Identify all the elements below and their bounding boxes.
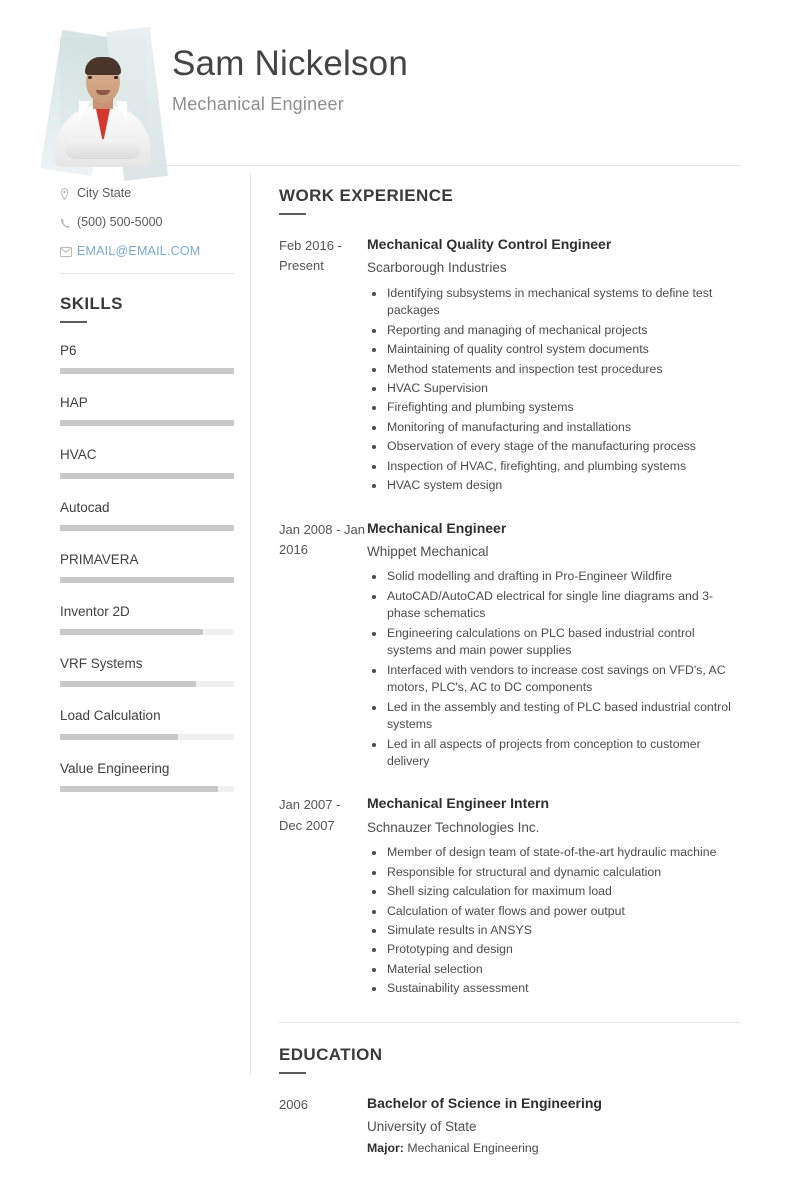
education-body	[367, 1094, 740, 1155]
experience-body	[367, 794, 740, 999]
candidate-name: Sam Nickelson	[172, 44, 409, 83]
experience-bullet: Engineering calculations on PLC based industrial control systems and main power supplies	[367, 625, 740, 660]
skill-item	[60, 447, 234, 478]
education-major-value: Mechanical Engineering	[407, 1140, 539, 1155]
experience-bullet: Calculation of water flows and power output	[367, 903, 740, 920]
experience-bullet: Interfaced with vendors to increase cost savings on VFD's, AC motors, PLC's, AC to DC components	[367, 662, 740, 697]
experience-role: Mechanical Engineer	[367, 519, 507, 536]
experience-bullets	[367, 568, 740, 770]
skill-progress-bar	[60, 525, 234, 531]
sidebar	[60, 186, 250, 1177]
envelope-icon	[60, 247, 77, 257]
skill-progress-fill	[60, 734, 178, 740]
candidate-job-title: Mechanical Engineer	[172, 94, 344, 115]
skill-progress-fill	[60, 420, 234, 426]
skills-section	[60, 294, 234, 792]
location-pin-icon	[60, 188, 77, 200]
experience-bullet: Member of design team of state-of-the-art hydraulic machine	[367, 844, 740, 861]
skill-label: Value Engineering	[60, 760, 170, 776]
experience-bullet: Prototyping and design	[367, 941, 740, 958]
experience-bullet: Method statements and inspection test procedures	[367, 361, 740, 378]
resume-columns	[60, 166, 740, 1177]
skill-item	[60, 395, 234, 426]
experience-bullet: Led in all aspects of projects from conception to customer delivery	[367, 736, 740, 771]
experience-bullet: Shell sizing calculation for maximum load	[367, 883, 740, 900]
education-school: University of State	[367, 1118, 477, 1134]
experience-bullet: Maintaining of quality control system documents	[367, 341, 740, 358]
contact-location-text: City State	[77, 186, 132, 200]
skill-label: Load Calculation	[60, 708, 161, 724]
photo-necktie	[96, 109, 110, 143]
experience-company: Whippet Mechanical	[367, 543, 489, 559]
skill-progress-fill	[60, 368, 234, 374]
experience-entry	[279, 519, 740, 773]
experience-bullet: HVAC Supervision	[367, 380, 740, 397]
experience-date: Feb 2016 - Present	[279, 238, 342, 274]
name-block	[146, 38, 408, 115]
skill-progress-bar	[60, 786, 234, 792]
skill-progress-bar	[60, 734, 234, 740]
skill-progress-bar	[60, 577, 234, 583]
experience-entry	[279, 794, 740, 999]
skill-progress-fill	[60, 525, 234, 531]
skill-item	[60, 604, 234, 635]
skill-item	[60, 656, 234, 687]
experience-bullets	[367, 844, 740, 998]
experience-role: Mechanical Quality Control Engineer	[367, 236, 612, 252]
contact-item-phone	[60, 215, 234, 230]
skill-label: Autocad	[60, 499, 110, 515]
education-degree: Bachelor of Science in Engineering	[367, 1094, 602, 1111]
skill-progress-bar	[60, 420, 234, 426]
skill-item	[60, 500, 234, 531]
contact-email-text[interactable]: EMAIL@EMAIL.COM	[77, 244, 201, 258]
experience-bullet: Solid modelling and drafting in Pro-Engineer Wildfire	[367, 568, 740, 585]
skill-progress-bar	[60, 368, 234, 374]
main-content	[251, 186, 740, 1177]
skill-label: P6	[60, 343, 77, 358]
experience-date: Jan 2008 - Jan 2016	[279, 521, 366, 557]
experience-bullet: Reporting and managing of mechanical projects	[367, 322, 740, 339]
resume-header	[60, 0, 740, 163]
experience-bullets	[367, 285, 740, 495]
experience-company: Schnauzer Technologies Inc.	[367, 819, 540, 835]
education-divider	[279, 1022, 740, 1023]
skill-label: HAP	[60, 395, 88, 411]
experience-body	[367, 519, 740, 773]
sidebar-divider	[60, 273, 234, 274]
skill-label: Inventor 2D	[60, 603, 130, 619]
skill-label: HVAC	[60, 447, 97, 463]
headshot-photo	[60, 38, 146, 162]
skill-item	[60, 343, 234, 374]
skill-progress-fill	[60, 629, 203, 635]
experience-bullet: AutoCAD/AutoCAD electrical for single line diagrams and 3-phase schematics	[367, 588, 740, 623]
contact-item-email[interactable]	[60, 244, 234, 259]
education-section	[279, 1045, 740, 1155]
work-experience-section	[279, 186, 740, 1000]
experience-bullet: Identifying subsystems in mechanical systems to define test packages	[367, 285, 740, 320]
education-heading-block	[279, 1045, 740, 1074]
skill-progress-bar	[60, 473, 234, 479]
experience-role: Mechanical Engineer Intern	[367, 795, 550, 812]
skill-item	[60, 761, 234, 792]
experience-bullet: Monitoring of manufacturing and installations	[367, 419, 740, 436]
experience-company: Scarborough Industries	[367, 260, 507, 276]
photo-collar-left	[79, 101, 91, 121]
skills-heading-underline	[60, 321, 87, 323]
photo-folded-arms	[65, 139, 141, 159]
skill-label: VRF Systems	[60, 656, 143, 672]
photo-eye-right	[114, 76, 118, 79]
education-heading: EDUCATION	[279, 1044, 383, 1064]
skill-progress-bar	[60, 629, 234, 635]
phone-icon	[60, 217, 77, 229]
skill-progress-fill	[60, 473, 234, 479]
experience-bullet: Material selection	[367, 961, 740, 978]
experience-bullet: Led in the assembly and testing of PLC based industrial control systems	[367, 699, 740, 734]
skill-progress-fill	[60, 786, 218, 792]
contact-item-location	[60, 186, 234, 201]
education-entry	[279, 1094, 740, 1155]
work-experience-heading: WORK EXPERIENCE	[279, 186, 454, 205]
skill-label: PRIMAVERA	[60, 551, 139, 567]
experience-date: Jan 2007 - Dec 2007	[279, 797, 341, 833]
skills-heading: SKILLS	[60, 294, 123, 313]
education-major	[367, 1141, 740, 1155]
skill-item	[60, 552, 234, 583]
experience-bullet: Observation of every stage of the manufacturing process	[367, 438, 740, 455]
education-date: 2006	[279, 1096, 308, 1112]
work-experience-heading-block	[279, 186, 740, 215]
skill-progress-bar	[60, 681, 234, 687]
skill-progress-fill	[60, 681, 196, 687]
experience-body	[367, 235, 740, 497]
photo-collar-right	[115, 101, 127, 121]
experience-bullet: Simulate results in ANSYS	[367, 922, 740, 939]
skill-progress-fill	[60, 577, 234, 583]
education-heading-underline	[279, 1072, 306, 1074]
photo-eye-left	[88, 76, 92, 79]
skill-item	[60, 708, 234, 739]
experience-entry	[279, 235, 740, 497]
contact-phone-text: (500) 500-5000	[77, 215, 163, 229]
education-major-label: Major:	[367, 1140, 404, 1155]
experience-bullet: Sustainability assessment	[367, 980, 740, 997]
experience-bullet: Firefighting and plumbing systems	[367, 399, 740, 416]
experience-bullet: Responsible for structural and dynamic calculation	[367, 864, 740, 881]
photo-hair	[85, 57, 121, 75]
experience-bullet: HVAC system design	[367, 477, 740, 494]
experience-bullet: Inspection of HVAC, firefighting, and plumbing systems	[367, 458, 740, 475]
work-experience-heading-underline	[279, 213, 306, 215]
skills-list	[60, 343, 234, 792]
